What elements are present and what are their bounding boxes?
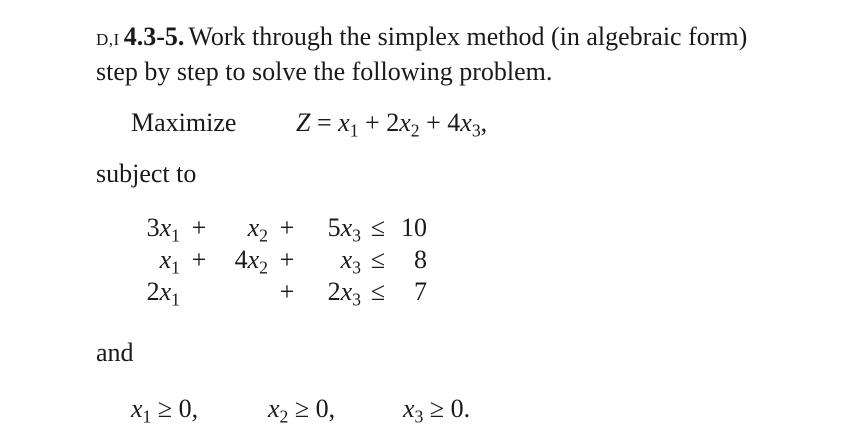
constraints-table [128,212,427,308]
nonneg-x3: $x_3 \ge 0$. [403,394,471,427]
and-label: and [96,338,134,367]
objective-equals: = [316,108,332,137]
objective-keyword: Maximize [131,108,237,137]
constraint-term: $x_1$ [159,245,180,278]
constraint-term: $2x_3$ [327,277,361,310]
constraint-relation: ≤ [370,213,386,242]
problem-number: 4.3-5. [123,22,185,51]
constraint-rhs: 10 [401,213,427,242]
constraint-rhs: 8 [414,245,427,274]
constraint-row [128,244,427,276]
constraint-op: + [279,245,295,274]
objective-function: $Z = x_1 + 2x_2 + 4x_3$, [296,108,488,141]
objective-lhs: Z [296,108,311,137]
constraint-term: $4x_2$ [234,245,268,278]
constraint-term: $x_3$ [340,245,361,278]
constraint-rhs: 7 [414,277,427,306]
constraint-op [180,276,218,308]
constraint-op: + [191,213,207,242]
problem-text-line1: Work through the simplex method (in algebraic form) [188,22,748,51]
constraint-relation: ≤ [370,245,386,274]
objective-plus-2: + [426,108,441,137]
nonneg-x1: $x_1 \ge 0$, [131,394,199,427]
objective-term-2: $2x_2$ [386,108,420,141]
problem-text-line2: step by step to solve the following problem. [96,57,553,86]
constraint-term: $5x_3$ [327,213,361,246]
constraint-op: + [279,277,295,306]
problem-header [96,22,747,52]
objective-term-1: $x_1$ [338,108,359,141]
objective-plus-1: + [365,108,380,137]
constraint-row [128,212,427,244]
constraint-relation: ≤ [370,277,386,306]
constraint-op: + [191,245,207,274]
constraint-term: $3x_1$ [146,213,180,246]
nonneg-x2: $x_2 \ge 0$, [268,394,336,427]
constraint-term: $x_2$ [247,213,268,246]
subject-to-label: subject to [96,159,197,188]
objective-term-3: $4x_3$ [447,108,481,141]
constraint-row [128,276,427,308]
problem-tag: D,I [96,30,120,49]
constraint-op: + [279,213,295,242]
constraint-term [218,276,268,308]
constraint-term: $2x_1$ [146,277,180,310]
